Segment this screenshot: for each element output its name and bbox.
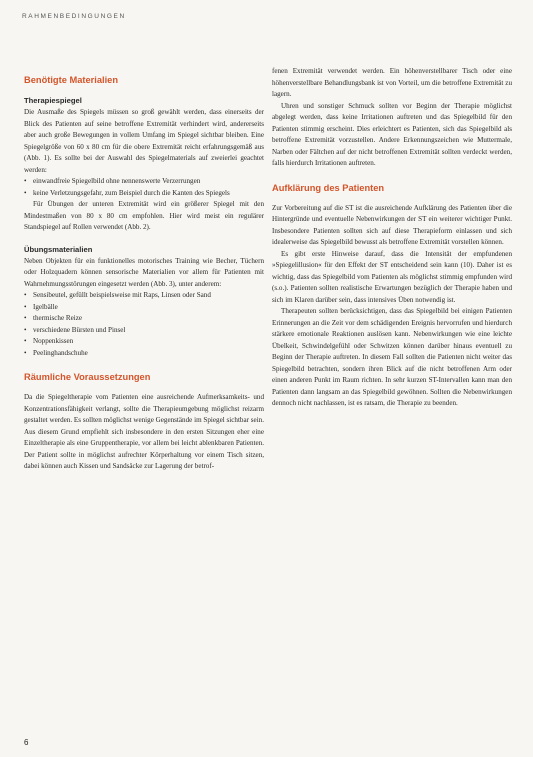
paragraph-spiegel-intro: Die Ausmaße des Spiegels müssen so groß gewählt werden, dass einerseits der Blick des Patienten auf seine betroffene Extremität verhindert wird, andererseits aber auch große Bewegungen in vollem Umfang im Spiegel sichtbar bleiben. Eine Spiegelgröße von 60 x 80 cm für die obere Extremität reicht erfahrungsgemäß aus (Abb. 1). Es sollte bei der Auswahl des Spiegelmaterials auf zweierlei geachtet werden: [24,108,264,174]
list-item: • einwandfreie Spiegelbild ohne nennenswerte Verzerrungen [24,176,264,188]
paragraph-schmuck: Uhren und sonstiger Schmuck sollten vor Beginn der Therapie möglichst abgelegt werden, dass keine Irritationen auftreten und das Spiegelbild für den Patienten stimmig erscheint. Dies erleichtert es Patienten, sich das Spiegelbild als betroffene Extremität vorzustellen. Andere Erkennungszeichen wie Muttermale, Narben oder Fältchen auf der nicht betroffenen Extremität sollten verdeckt werden, falls hierdurch Irritationen auftreten. [272,101,512,167]
list-item: • Peelinghandschuhe [24,348,264,360]
running-head: RAHMENBEDINGUNGEN [22,13,126,20]
list-item: • keine Verletzungsgefahr, zum Beispiel durch die Kanten des Spiegels [24,188,264,200]
subheading-uebungsmaterialien: Übungsmaterialien [24,244,93,254]
heading-raeumliche-voraussetzungen: Räumliche Voraussetzungen [24,372,151,382]
subheading-therapiespiegel: Therapiespiegel [24,96,82,105]
left-column [24,64,264,473]
list-item: • Noppenkissen [24,336,264,348]
list-item: • Sensibeutel, gefüllt beispielsweise mit Raps, Linsen oder Sand [24,290,264,302]
paragraph-raeumliche-voraussetzungen: Da die Spiegeltherapie vom Patienten eine ausreichende Aufmerksamkeits- und Konzentrationsfähigkeit verlangt, sollte die Therapieumgebung möglichst reizarm gestaltet werden. Es sollten möglichst wenige Gegenstände im Spiegel sichtbar sein. Aus diesem Grund empfiehlt sich insbesondere in den ersten Sitzungen eher eine Einzeltherapie als eine Gruppentherapie, vor allem bei leicht ablenkbaren Patienten. Der Patient sollte in möglichst aufrechter Körperhaltung vor einem Tisch sitzen, dabei können auch Kissen und Sandsäcke zur Lagerung der betrof- [24,393,264,470]
paragraph-lagerung: fenen Extremität verwendet werden. Ein höhenverstellbarer Tisch oder eine höhenverstellbare Behandlungsbank ist von Vorteil, um die betroffene Extremität zu lagern. [272,67,512,98]
heading-materialien: Benötigte Materialien [24,75,119,85]
paragraph-untere-extremitaet: Für Übungen der unteren Extremität wird ein größerer Spiegel mit den Mindestmaßen von 80 x 80 cm empfohlen. Hier wird meist ein regulärer Standspiegel auf Rollen verwendet (Abb. 2). [24,200,264,231]
right-column [272,66,512,410]
heading-aufklaerung: Aufklärung des Patienten [272,182,385,193]
paragraph-nebenwirkungen: Therapeuten sollten berücksichtigen, dass das Spiegelbild bei einigen Patienten Erinnerungen an die Zeit vor dem schädigenden Ereignis hervorrufen und hierdurch stärkere emotionale Reaktionen auslösen kann. Nebenwirkungen wie eine leichte Übelkeit, Schwindelgefühl oder Schwitzen können darüber hinaus eventuell zu Beginn der Therapie auftreten. In diesem Fall sollten die Patienten nicht weiter das Spiegelbild betrachten, sondern ihren Blick auf die nicht betroffenen Arm oder einen anderen Punkt im Raum richten. In sehr kurzen ST-Intervallen kann man den Patienten dann langsam an das Spiegelbild gewöhnen. Sollten die Nebenwirkungen dennoch nicht nachlassen, ist es ratsam, die Therapie zu beenden. [272,307,512,407]
paragraph-aufklaerung: Zur Vorbereitung auf die ST ist die ausreichende Aufklärung des Patienten über die Hintergründe und eventuelle Nebenwirkungen der ST ein weiterer wichtiger Punkt. Insbesondere Patienten sollten sich auf diese Therapieform einlassen und sich idealerweise das Spiegelbild bewusst als betroffene Extremität vorstellen können. [272,203,512,246]
list-materialien [24,290,264,359]
list-item: • verschiedene Bürsten und Pinsel [24,325,264,337]
paragraph-uebungsmaterialien: Neben Objekten für ein funktionelles motorisches Training wie Becher, Tüchern oder Holzquadern können sensorische Materialien vor allem für Patienten mit Wahrnehmungsstörungen eingesetzt werden (Abb. 3), unter anderem: [24,256,264,288]
page-number: 6 [24,738,29,747]
paragraph-spiegelillusion: Es gibt erste Hinweise darauf, dass die Intensität der empfundenen »Spiegelillusion« für den Effekt der ST entscheidend sein kann (10). Daher ist es wichtig, dass das Spiegelbild vom Patienten als möglichst stimmig empfunden wird (s.o.). Patienten sollten realistische Erwartungen bezüglich der Therapie haben und sich im Klaren darüber sein, dass intensives Üben notwendig ist. [272,249,512,304]
list-item: • thermische Reize [24,313,264,325]
list-item: • Igelbälle [24,302,264,314]
list-spiegel-kriterien [24,176,264,199]
